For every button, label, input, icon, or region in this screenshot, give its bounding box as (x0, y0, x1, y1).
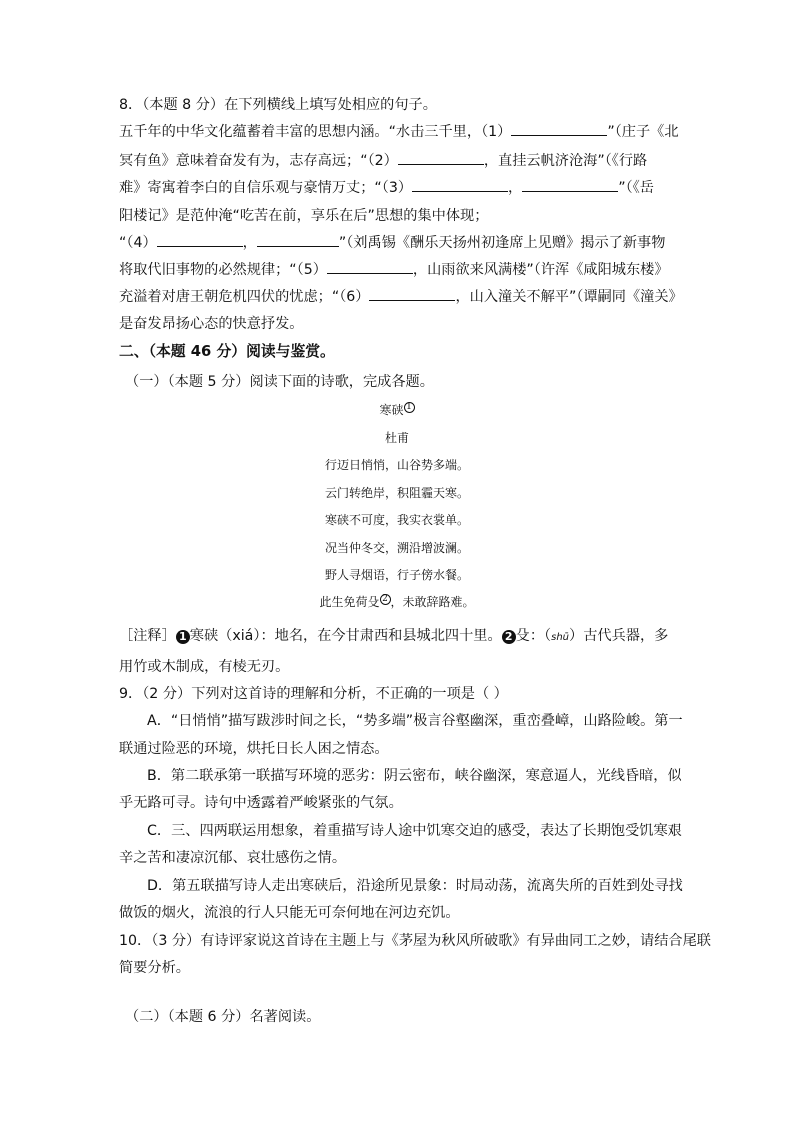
poem-line: 况当仲冬交，溯沿增波澜。 (324, 541, 469, 555)
note-number-1: 1 (176, 630, 190, 644)
q9-option-c: C．三、四两联运用想象，着重描写诗人途中饥寒交迫的感受，表达了长期饱受饥寒艰 (147, 823, 682, 839)
q8-stem: 8．（本题 8 分）在下列横线上填写处相应的句子。 (119, 97, 437, 113)
q9-option-b-cont: 乎无路可寻。诗句中透露着严峻紧张的气氛。 (119, 795, 403, 811)
answer-blank-1[interactable] (511, 122, 607, 136)
poem-line: 行迈日悄悄，山谷势多端。 (324, 458, 469, 472)
answer-blank-4b[interactable] (257, 233, 339, 247)
q9-option-d: D．第五联描写诗人走出寒硖后，沿途所见景象：时局动荡，流离失所的百姓到处寻找 (147, 878, 683, 894)
poem-author: 杜甫 (384, 431, 409, 445)
notes-line-2: 用竹或木制成，有棱无刃。 (119, 659, 290, 675)
note-number-2: 2 (502, 630, 516, 644)
q8-line-5: “（4） ， ”（刘禹锡《酬乐天扬州初逢席上见赠》揭示了新事物 (119, 235, 666, 251)
answer-blank-3a[interactable] (412, 178, 508, 192)
q9-stem: 9．（2 分）下列对这首诗的理解和分析，不正确的一项是（ ） (119, 686, 508, 702)
q9-option-a: A．“日悄悄”描写跋涉时间之长，“势多端”极言谷壑幽深，重峦叠嶂，山路险峻。第一 (147, 713, 683, 729)
q8-line-8: 是奋发昂扬心态的快意抒发。 (119, 316, 304, 332)
footnote-mark-1: 1 (404, 402, 415, 413)
section-heading: 二、（本题 46 分）阅读与鉴赏。 (119, 343, 335, 360)
q8-line-7: 充溢着对唐王朝危机四伏的忧虑；“（6） ，山入潼关不解平”（谭嗣同《潼关》 (119, 289, 683, 305)
footnote-mark-2: 2 (380, 594, 391, 605)
q10-stem: 10．（3 分）有诗评家说这首诗在主题上与《茅屋为秋风所破歌》有异曲同工之妙，请结合尾联 (119, 933, 711, 949)
poem-title: 寒硖 1 (0, 402, 794, 418)
poem-line: 寒硖不可度，我实衣裳单。 (324, 513, 469, 527)
answer-blank-2[interactable] (398, 151, 484, 165)
q8-line-1: 五千年的中华文化蕴蓄着丰富的思想内涵。“水击三千里，（1） ”（庄子《北 (119, 124, 679, 140)
q8-line-4: 阳楼记》是范仲淹“吃苦在前，享乐在后”思想的集中体现； (119, 208, 489, 224)
q10-stem-cont: 简要分析。 (119, 960, 190, 976)
notes-line-1: ［注释］ 1 寒硖（xiá）：地名，在今甘肃西和县城北四十里。 2 殳：（shū）古代兵器，多 (119, 628, 669, 644)
poem-line: 野人寻烟语，行子傍水餐。 (324, 568, 469, 582)
answer-blank-6[interactable] (369, 287, 455, 301)
q8-line-6: 将取代旧事物的必然规律；“（5） ，山雨欲来风满楼”（许浑《咸阳城东楼》 (119, 262, 669, 278)
poem-line: 云门转绝岸，积阻霾天寒。 (324, 486, 469, 500)
answer-blank-5[interactable] (327, 260, 413, 274)
poem-line: 此生免荷殳 2 ，未敢辞路难。 (319, 594, 475, 609)
q9-option-c-cont: 辛之苦和凄凉沉郁、哀壮感伤之情。 (119, 850, 347, 866)
q9-option-a-cont: 联通过险恶的环境，烘托日长人困之情态。 (119, 741, 389, 757)
answer-blank-4a[interactable] (157, 233, 243, 247)
q8-line-2: 冥有鱼》意味着奋发有为，志存高远；“（2） ，直挂云帆济沧海”（《行路 (119, 153, 648, 169)
subsection-heading: （一）（本题 5 分）阅读下面的诗歌，完成各题。 (125, 374, 434, 390)
q8-line-3: 难》寄寓着李白的自信乐观与豪情万丈；“（3） ， ”（《岳 (119, 180, 654, 196)
q9-option-d-cont: 做饭的烟火，流浪的行人只能无可奈何地在河边充饥。 (119, 905, 460, 921)
answer-blank-3b[interactable] (522, 178, 618, 192)
q9-option-b: B．第二联承第一联描写环境的恶劣：阴云密布，峡谷幽深，寒意逼人，光线昏暗，似 (147, 768, 682, 784)
subsection-heading-2: （二）（本题 6 分）名著阅读。 (125, 1009, 321, 1025)
